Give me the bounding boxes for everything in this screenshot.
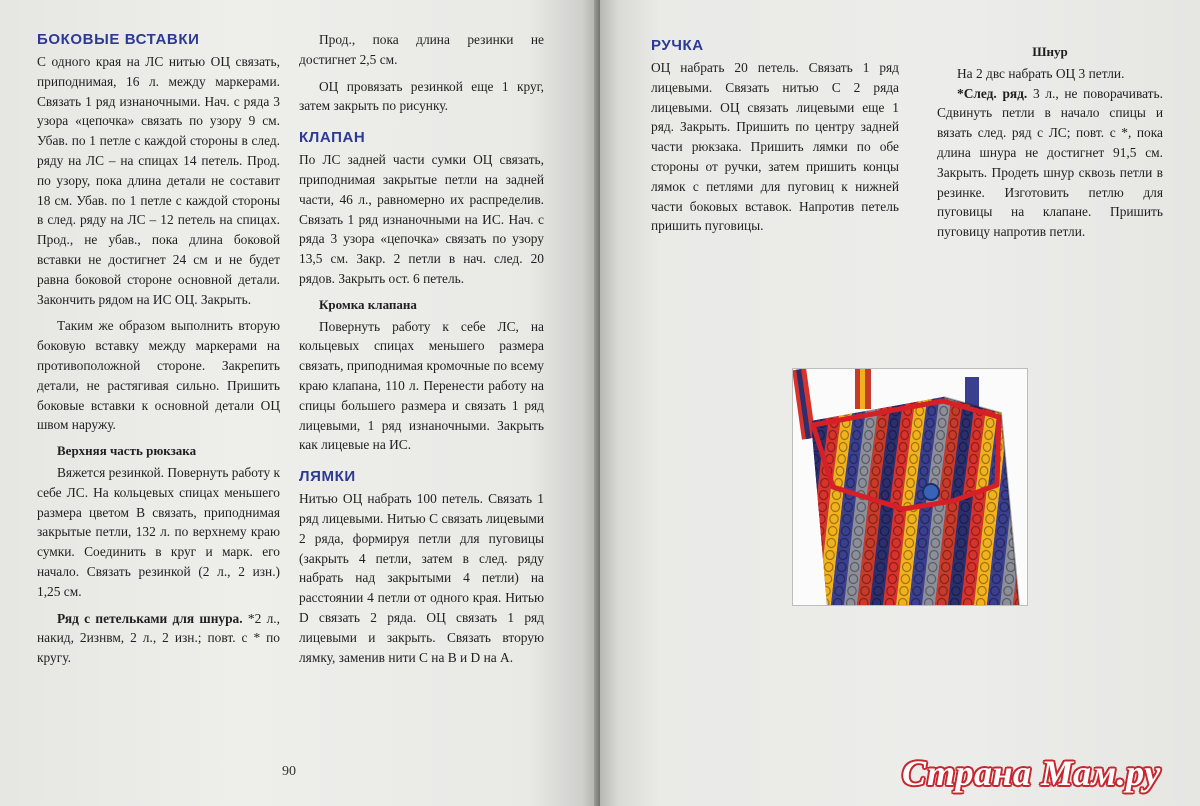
subheading-cord: Шнур [1032, 44, 1068, 59]
knitted-backpack-photo [792, 368, 1028, 606]
paragraph: Прод., пока длина резинки не достигнет 2,5 см. [299, 32, 544, 67]
cord-row-text: *2 л., накид, 2изнвм, 2 л., 2 изн.; повт. с * по кругу. [37, 610, 280, 666]
paragraph: Вяжется резинкой. Повернуть работу к себе ЛС. На кольцевых спицах меньшего размера цветом В связать, приподнимая закрытые петли, 132 л. по верхнему краю сумки. Соединить в круг и марк. его начало. Связать резинкой (2 л., 2 изн.) 1,25 см. [37, 464, 280, 599]
subheading-backpack-top: Верхняя часть рюкзака [57, 443, 197, 459]
paragraph: По ЛС задней части сумки ОЦ связать, приподнимая закрытые петли на задней части, 46 л., равномерно их распределив. Связать 1 ряд изнаночными на ИС. Нач. с ряда 3 узора «цепочка» связать по узору 13,5 см. Закр. 2 петли в нач. след. 20 рядов. Закрыть ост. 6 петель. [299, 152, 544, 286]
right-column-1 [651, 36, 899, 236]
paragraph-next-row [937, 84, 1163, 242]
section-heading-side-panels: БОКОВЫЕ ВСТАВКИ [37, 31, 200, 48]
cord-row-label: Ряд с петельками для шнура. [57, 610, 243, 626]
paragraph: Повернуть работу к себе ЛС, на кольцевых спицах меньшего размера связать, приподнимая кромочные по всему краю клапана, 110 л. Перенести работу на спицы большего размера и связать 1 ряд лицевыми, 1 ряд изнаночными. Закрыть как лицевые на ИС. [299, 318, 544, 453]
page-number: 90 [282, 764, 296, 779]
watermark-logo: Страна Мам.ру [902, 753, 1161, 793]
left-column-1 [37, 30, 280, 668]
section-heading-handle: РУЧКА [651, 37, 704, 54]
paragraph-cord-row [37, 609, 280, 668]
paragraph: Таким же образом выполнить вторую боковую вставку между маркерами на противоположной стороне. Закрепить детали, не растягивая сильно. Пришить боковые вставки к основной детали ОЦ швом наружу. [37, 318, 280, 433]
left-column-2 [299, 30, 544, 667]
paragraph: С одного края на ЛС нитью ОЦ связать, приподнимая, 16 л. между маркерами. Связать 1 ряд изнаночными. Нач. с ряда 3 узора «цепочка» связать по узору 9 см. Убав. по 1 петле с каждой стороны в след. ряду на ЛС – на спицах 14 петель. Прод. по узору, пока длина детали не составит 18 см. Убав. по 1 петле с каждой стороны в след. ряду на ЛС – 12 петель на спицах. Прод., не убав., пока длина боковой вставки не достигнет 24 см и не будет равна боковой стороне основной детали. Закончить рядом на ИС ОЦ. Закрыть. [37, 54, 280, 307]
paragraph: ОЦ набрать 20 петель. Связать 1 ряд лицевыми. Связать нитью С 2 ряда лицевыми. ОЦ связать лицевыми еще 1 ряд. Закрыть. Пришить по центру задней части рюкзака. Пришить лямки по обе стороны от ручки, затем пришить концы лямок с петлями для пуговиц к нижней части боковых вставок. Напротив петель пришить пуговицы. [651, 60, 899, 234]
right-column-2 [937, 36, 1163, 242]
subheading-flap-edge: Кромка клапана [319, 296, 417, 312]
next-row-label: *След. ряд. [957, 85, 1028, 101]
backpack-button [923, 484, 939, 500]
section-heading-straps: ЛЯМКИ [299, 468, 356, 486]
backpack-illustration [793, 369, 1027, 605]
paragraph: ОЦ провязать резинкой еще 1 круг, затем закрыть по рисунку. [299, 78, 544, 114]
paragraph: На 2 двс набрать ОЦ 3 петли. [957, 65, 1125, 81]
paragraph: Нитью ОЦ набрать 100 петель. Связать 1 ряд лицевыми. Нитью С связать лицевыми 2 ряда, формируя петли для пуговицы (закрыть 4 петли, затем в след. ряду набрать над закрытыми 4 петли) на расстоянии 4 петли от одного края. Нитью D связать 2 ряда. ОЦ связать 1 ряд лицевыми и закрыть. Связать вторую лямку, заменив нити С на В и D на А. [299, 491, 544, 665]
section-heading-flap: КЛАПАН [299, 129, 366, 147]
next-row-text: 3 л., не поворачивать. Сдвинуть петли в начало спицы и вязать след. ряд с ЛС; повт. с *, пока длина шнура не достигнет 91,5 см. Закрыть. Продеть шнур сквозь петли в резинке. Изготовить петлю для пуговицы на клапане. Пришить пуговицу напротив петли. [937, 85, 1163, 240]
